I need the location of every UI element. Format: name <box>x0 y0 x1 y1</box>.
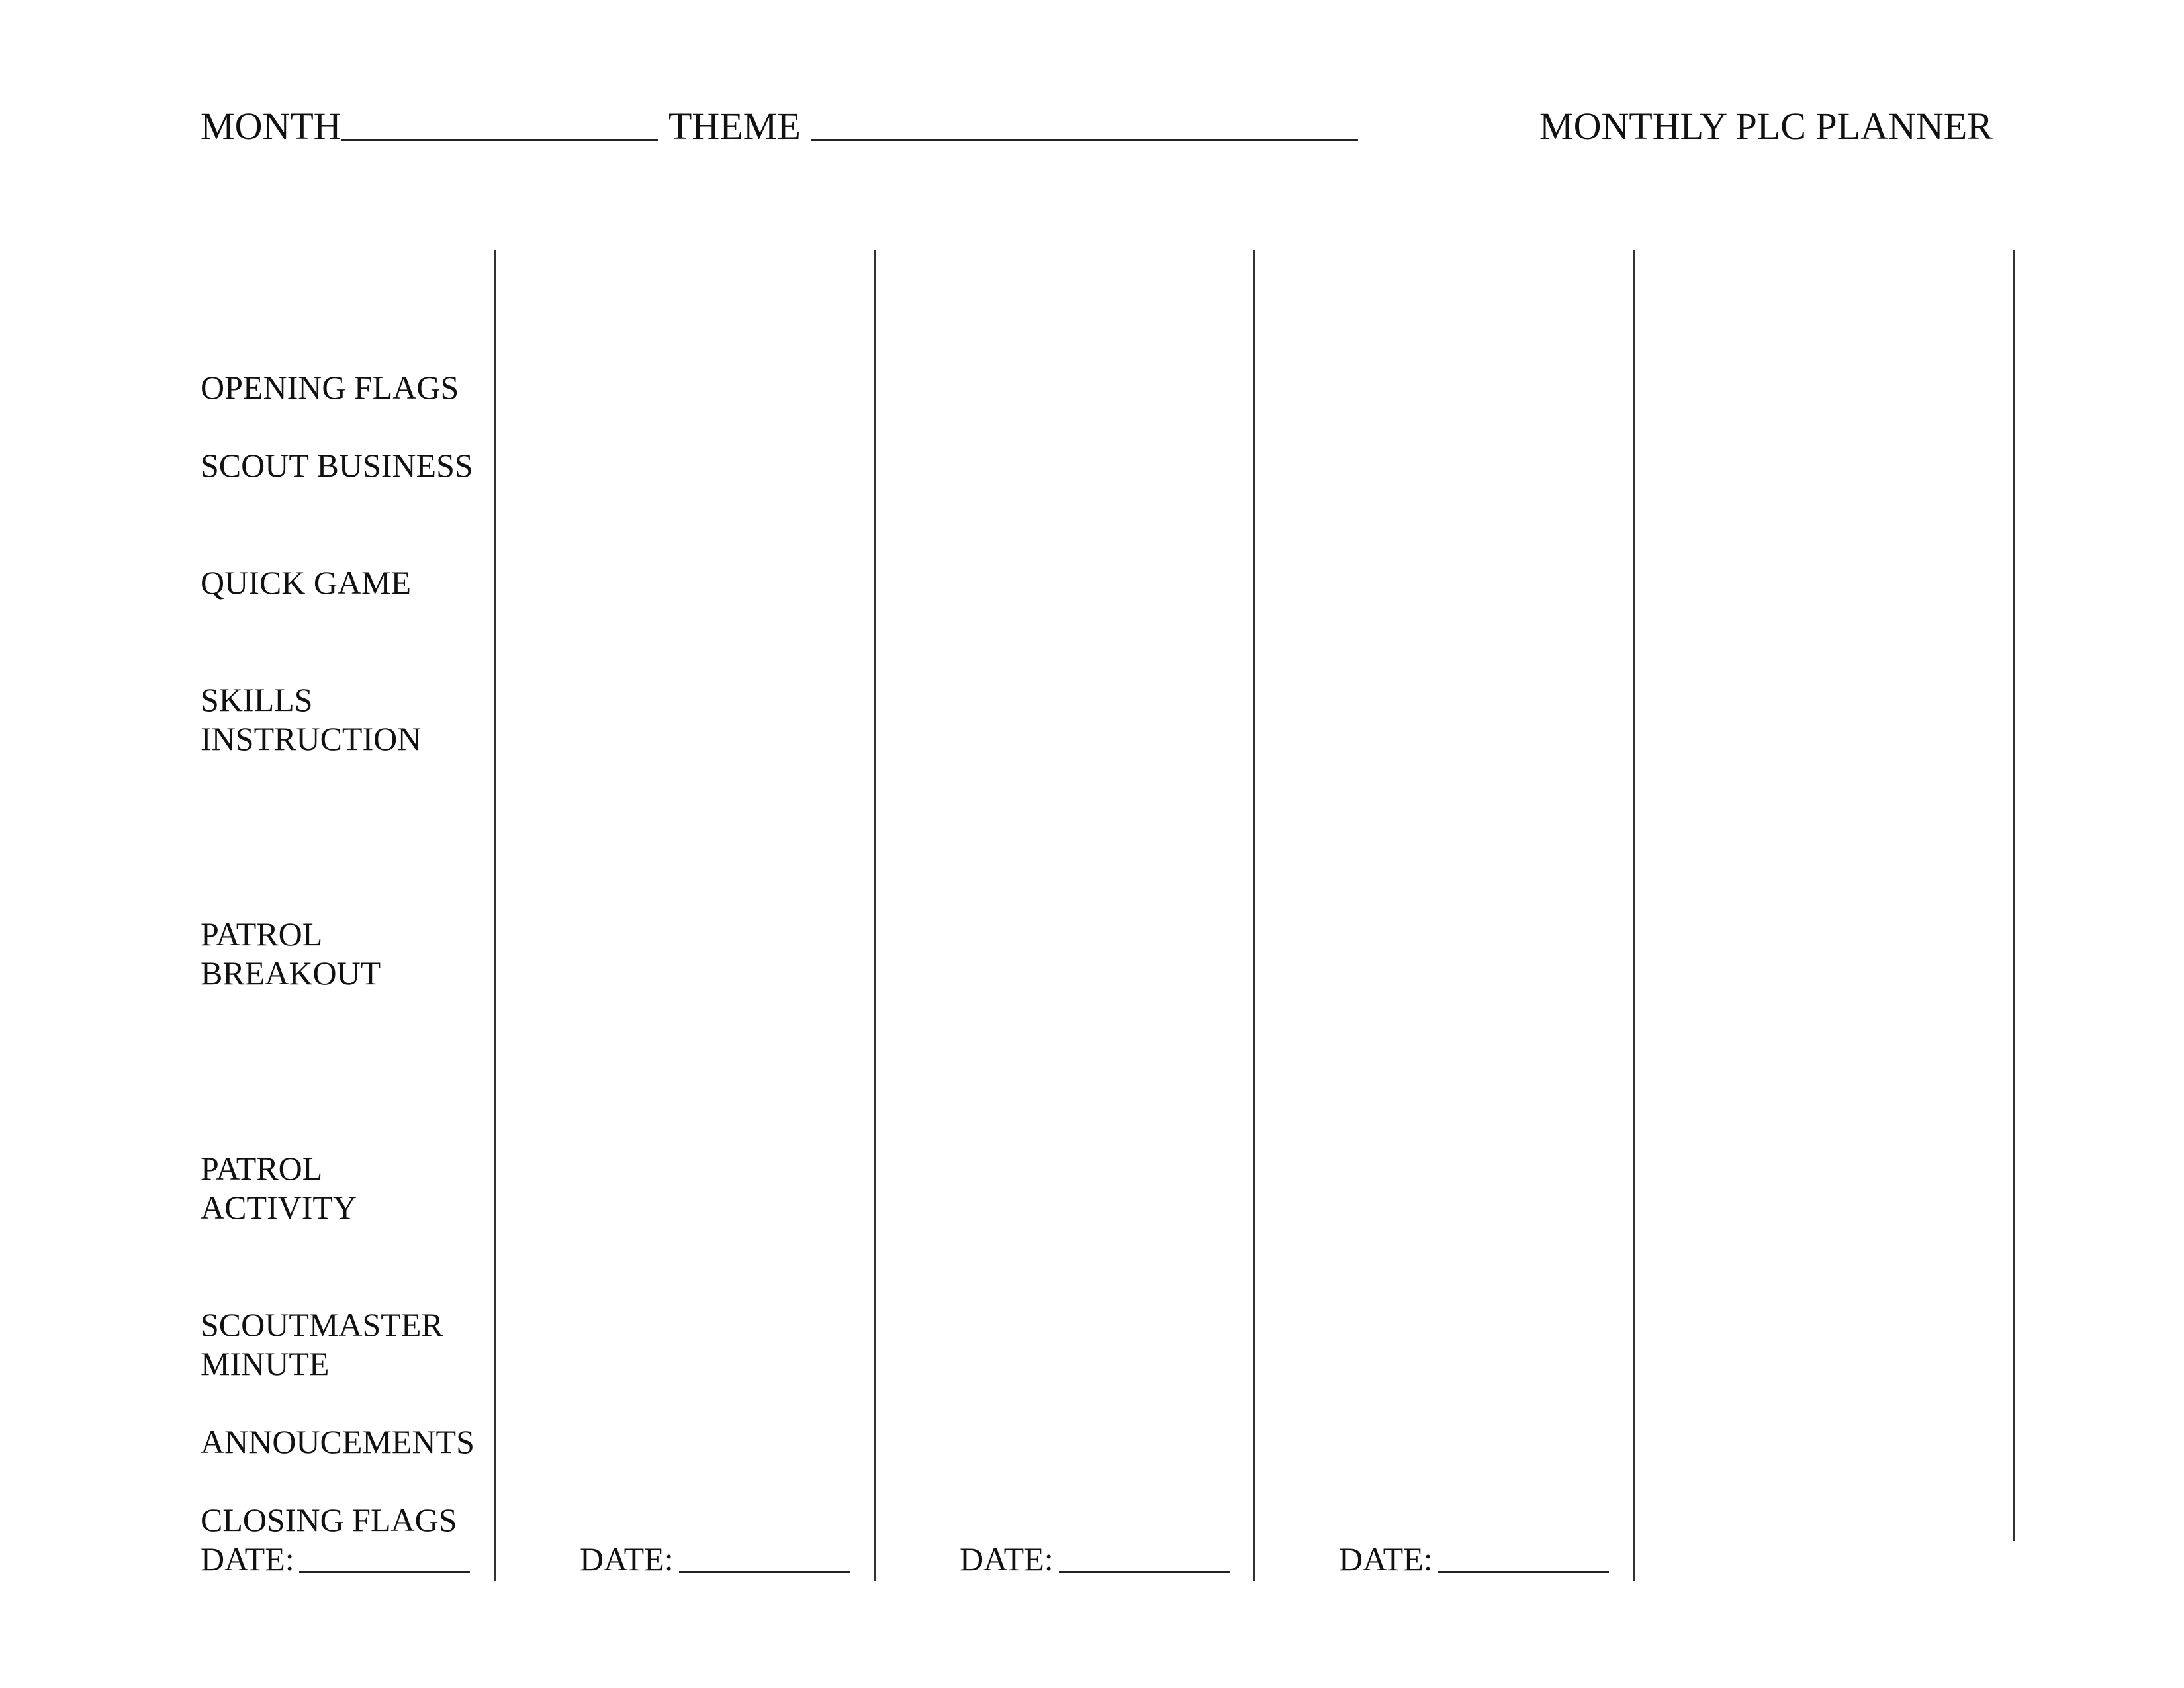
agenda-item-scout-business: SCOUT BUSINESS <box>201 447 473 484</box>
agenda-item-patrol-breakout: PATROL BREAKOUT <box>201 915 381 992</box>
date-label: DATE: <box>1339 1540 1433 1577</box>
date-field-line[interactable] <box>1059 1571 1230 1573</box>
agenda-item-quick-game: QUICK GAME <box>201 564 412 601</box>
date-field-line[interactable] <box>679 1571 850 1573</box>
page-title: MONTHLY PLC PLANNER <box>1539 105 1993 148</box>
date-label: DATE: <box>201 1540 295 1577</box>
agenda-item-announcements: ANNOUCEMENTS <box>201 1423 475 1460</box>
agenda-item-scoutmaster-minute: SCOUTMASTER MINUTE <box>201 1306 443 1382</box>
column-divider <box>874 250 876 1581</box>
agenda-item-closing-flags: CLOSING FLAGS <box>201 1501 457 1538</box>
month-label: MONTH <box>201 105 341 148</box>
column-divider <box>2013 250 2015 1541</box>
column-divider <box>1253 250 1255 1581</box>
date-field-line[interactable] <box>299 1571 470 1573</box>
column-divider <box>494 250 496 1581</box>
date-field-line[interactable] <box>1438 1571 1609 1573</box>
column-divider <box>1633 250 1635 1581</box>
agenda-item-skills-instruction: SKILLS INSTRUCTION <box>201 681 422 757</box>
agenda-item-patrol-activity: PATROL ACTIVITY <box>201 1150 357 1226</box>
month-field-line[interactable] <box>341 139 658 141</box>
date-label: DATE: <box>960 1540 1054 1577</box>
theme-label: THEME <box>668 105 801 148</box>
date-label: DATE: <box>580 1540 674 1577</box>
agenda-item-opening-flags: OPENING FLAGS <box>201 369 459 406</box>
theme-field-line[interactable] <box>811 139 1358 141</box>
